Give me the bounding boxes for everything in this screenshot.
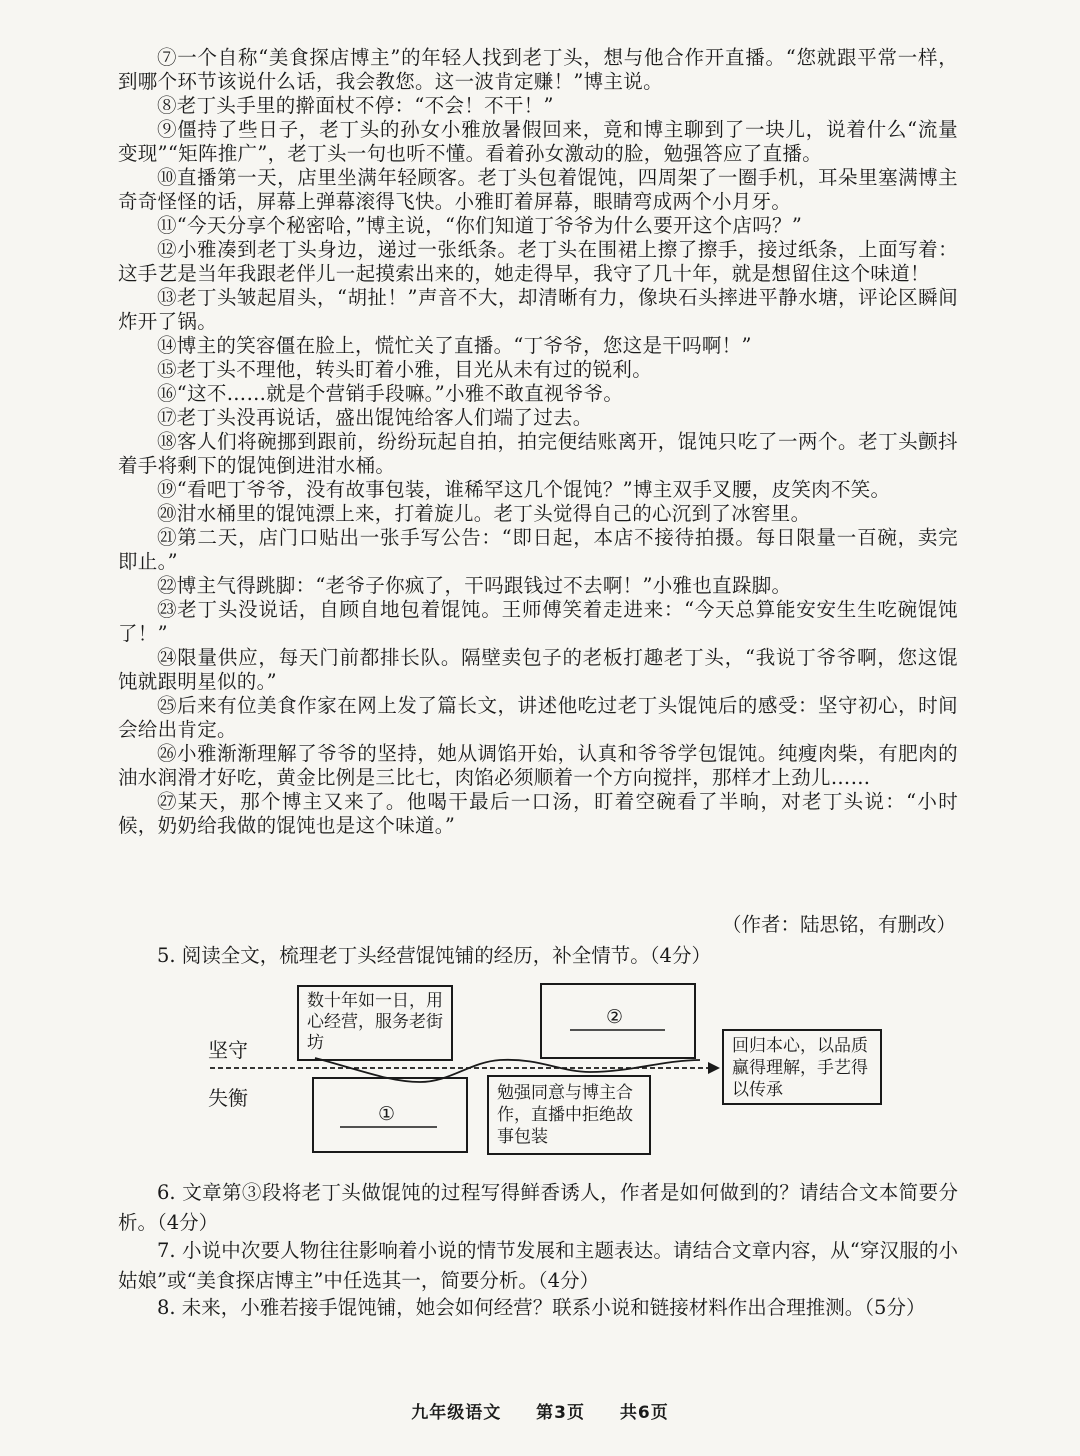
story-passage	[118, 46, 958, 838]
paragraph-20: ⑳泔水桶里的馄饨漂上来，打着旋儿。老丁头觉得自己的心沉到了冰窖里。	[157, 502, 811, 525]
question-7: 7. 小说中次要人物往往影响着小说的情节发展和主题表达。请结合文章内容，从“穿汉服的小姑娘”或“美食探店博主”中任选其一，简要分析。（4分）	[118, 1239, 958, 1292]
paragraph-10: ⑩直播第一天，店里坐满年轻顾客。老丁头包着馄饨，四周架了一圈手机，耳朵里塞满博主奇奇怪怪的话，屏幕上弹幕滚得飞快。小雅盯着屏幕，眼睛弯成两个小月牙。	[118, 166, 958, 213]
paragraph-11: ⑪“今天分享个秘密哈，”博主说，“你们知道丁爷爷为什么要开这个店吗？”	[157, 214, 803, 237]
footer-subject: 九年级语文	[411, 1403, 502, 1423]
page-footer	[0, 1398, 1080, 1423]
paragraph-8: ⑧老丁头手里的擀面杖不停：“不会！不干！”	[157, 94, 554, 117]
footer-page: 第3页	[536, 1403, 585, 1423]
paragraph-27: ㉗某天，那个博主又来了。他喝干最后一口汤，盯着空碗看了半晌，对老丁头说：“小时候，奶奶给我做的馄饨也是这个味道。”	[118, 790, 958, 837]
label-persist: 坚守	[208, 1038, 248, 1062]
paragraph-25: ㉕后来有位美食作家在网上发了篇长文，讲述他吃过老丁头馄饨后的感受：坚守初心，时间会给出肯定。	[118, 694, 958, 741]
footer-total: 共6页	[619, 1403, 669, 1423]
paragraph-14: ⑭博主的笑容僵在脸上，慌忙关了直播。“丁爷爷，您这是干吗啊！”	[157, 334, 752, 357]
box-end-stage: 回归本心，以品质赢得理解，手艺得以传承	[722, 1029, 882, 1105]
paragraph-26: ㉖小雅渐渐理解了爷爷的坚持，她从调馅开始，认真和爷爷学包馄饨。纯瘦肉柴，有肥肉的油水润滑才好吃，黄金比例是三比七，肉馅必须顺着一个方向搅拌，那样才上劲儿……	[118, 742, 958, 789]
paragraph-7: ⑦一个自称“美食探店博主”的年轻人找到老丁头，想与他合作开直播。“您就跟平常一样，到哪个环节该说什么话，我会教您。这一波肯定赚！”博主说。	[118, 46, 958, 93]
arrow-head-icon	[708, 1062, 720, 1074]
paragraph-18: ⑱客人们将碗挪到跟前，纷纷玩起自拍，拍完便结账离开，馄饨只吃了一两个。老丁头颤抖着手将剩下的馄饨倒进泔水桶。	[118, 430, 958, 477]
label-imbalance: 失衡	[208, 1086, 248, 1110]
paragraph-19: ⑲“看吧丁爷爷，没有故事包装，谁稀罕这几个馄饨？”博主双手叉腰，皮笑肉不笑。	[157, 478, 891, 501]
paragraph-23: ㉓老丁头没说话，自顾自地包着馄饨。王师傅笑着走进来：“今天总算能安安生生吃碗馄饨了！”	[118, 598, 958, 645]
paragraph-17: ⑰老丁头没再说话，盛出馄饨给客人们端了过去。	[157, 406, 593, 429]
paragraph-15: ⑮老丁头不理他，转头盯着小雅，目光从未有过的锐利。	[157, 358, 653, 381]
paragraph-13: ⑬老丁头皱起眉头，“胡扯！”声音不大，却清晰有力，像块石头摔进平静水塘，评论区瞬间炸开了锅。	[118, 286, 958, 333]
author-credit: （作者：陆思铭，有删改）	[721, 913, 956, 936]
question-5: 5. 阅读全文，梳理老丁头经营馄饨铺的经历，补全情节。（4分）	[157, 944, 711, 967]
box-start-stage: 数十年如一日，用心经营，服务老街坊	[297, 985, 453, 1061]
question-6: 6. 文章第③段将老丁头做馄饨的过程写得鲜香诱人，作者是如何做到的？请结合文本简要分析。（4分）	[118, 1181, 958, 1234]
paragraph-12: ⑫小雅凑到老丁头身边，递过一张纸条。老丁头在围裙上擦了擦手，接过纸条，上面写着：这手艺是当年我跟老伴儿一起摸索出来的，她走得早，我守了几十年，就是想留住这个味道！	[118, 238, 958, 285]
blank-2-marker: ②	[606, 1006, 624, 1028]
paragraph-22: ㉒博主气得跳脚：“老爷子你疯了，干吗跟钱过不去啊！”小雅也直跺脚。	[157, 574, 792, 597]
paragraph-21: ㉑第二天，店门口贴出一张手写公告：“即日起，本店不接待拍摄。每日限量一百碗，卖完即止。”	[118, 526, 958, 573]
paragraph-16: ⑯“这不……就是个营销手段嘛。”小雅不敢直视爷爷。	[157, 382, 624, 405]
paragraph-24: ㉔限量供应，每天门前都排长队。隔壁卖包子的老板打趣老丁头，“我说丁爷爷啊，您这馄饨就跟明星似的。”	[118, 646, 958, 693]
box-livestream-stage: 勉强同意与博主合作，直播中拒绝故事包装	[487, 1075, 651, 1155]
question-8: 8. 未来，小雅若接手馄饨铺，她会如何经营？联系小说和链接材料作出合理推测。（5分）	[157, 1296, 926, 1319]
paragraph-9: ⑨僵持了些日子，老丁头的孙女小雅放暑假回来，竟和博主聊到了一块儿，说着什么“流量变现”“矩阵推广”，老丁头一句也听不懂。看着孙女激动的脸，勉强答应了直播。	[118, 118, 958, 165]
blank-1-marker: ①	[378, 1103, 396, 1125]
